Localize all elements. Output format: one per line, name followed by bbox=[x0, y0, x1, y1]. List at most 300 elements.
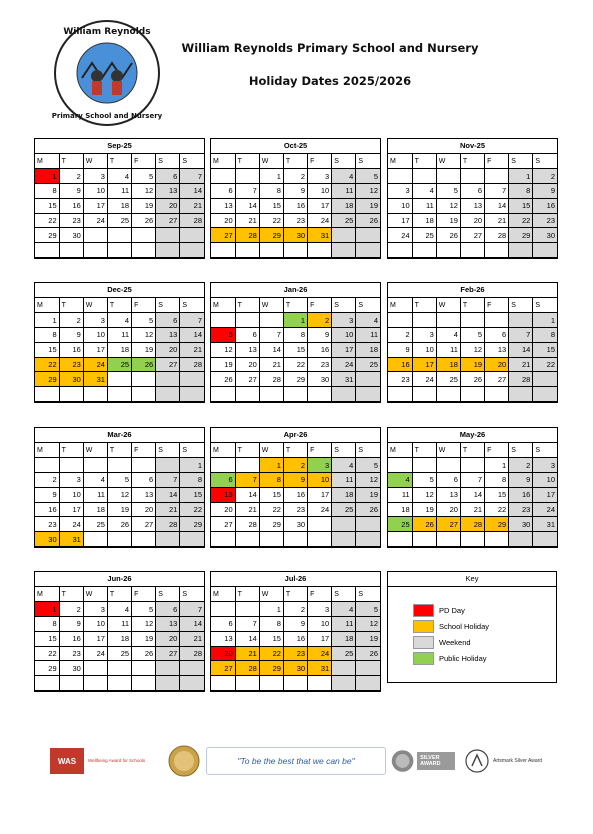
weekday-label: M bbox=[388, 443, 412, 458]
day-cell: 11 bbox=[388, 487, 412, 502]
day-cell: 27 bbox=[485, 372, 509, 387]
empty-cell bbox=[485, 169, 509, 184]
day-cell: 9 bbox=[283, 184, 307, 199]
day-cell: 3 bbox=[59, 473, 83, 488]
day-cell: 28 bbox=[259, 372, 283, 387]
day-cell: 28 bbox=[235, 517, 259, 532]
day-cell: 2 bbox=[59, 602, 83, 617]
day-cell: 24 bbox=[308, 502, 332, 517]
empty-cell bbox=[436, 387, 460, 402]
month-title: Mar-26 bbox=[35, 428, 204, 443]
day-cell: 4 bbox=[332, 602, 356, 617]
day-cell: 16 bbox=[308, 342, 332, 357]
empty-cell bbox=[132, 458, 156, 473]
day-cell: 22 bbox=[35, 213, 59, 228]
day-cell: 10 bbox=[533, 473, 557, 488]
day-cell: 24 bbox=[308, 213, 332, 228]
day-cell: 13 bbox=[132, 487, 156, 502]
day-cell: 24 bbox=[533, 502, 557, 517]
day-cell: 17 bbox=[308, 487, 332, 502]
empty-cell bbox=[107, 676, 131, 691]
weekday-label: F bbox=[485, 443, 509, 458]
weekday-label: W bbox=[259, 443, 283, 458]
weekday-label: T bbox=[283, 154, 307, 169]
silver-award-label: SILVER AWARD bbox=[417, 752, 455, 770]
empty-cell bbox=[356, 387, 380, 402]
day-cell: 16 bbox=[509, 487, 533, 502]
empty-cell bbox=[107, 243, 131, 258]
day-cell: 20 bbox=[235, 357, 259, 372]
empty-cell bbox=[533, 372, 557, 387]
legend-label: School Holiday bbox=[439, 622, 490, 631]
weekday-label: S bbox=[156, 443, 180, 458]
day-cell: 7 bbox=[235, 473, 259, 488]
day-cell: 18 bbox=[107, 342, 131, 357]
day-cell: 29 bbox=[259, 228, 283, 243]
day-cell: 27 bbox=[156, 357, 180, 372]
legend-item-public-holiday bbox=[413, 652, 487, 665]
day-cell: 7 bbox=[180, 169, 204, 184]
day-cell: 21 bbox=[156, 502, 180, 517]
day-cell: 28 bbox=[485, 228, 509, 243]
weekday-label: S bbox=[509, 443, 533, 458]
empty-cell bbox=[180, 387, 204, 402]
month-title: Nov-25 bbox=[388, 139, 557, 154]
day-cell: 18 bbox=[332, 198, 356, 213]
school-logo bbox=[52, 18, 162, 128]
day-cell: 15 bbox=[35, 631, 59, 646]
month-calendar bbox=[34, 571, 205, 692]
day-cell: 15 bbox=[509, 198, 533, 213]
month-calendar bbox=[210, 282, 381, 403]
day-cell: 14 bbox=[235, 631, 259, 646]
day-cell: 4 bbox=[83, 473, 107, 488]
empty-cell bbox=[356, 661, 380, 676]
day-cell: 13 bbox=[436, 487, 460, 502]
empty-cell bbox=[332, 532, 356, 547]
day-cell: 6 bbox=[211, 617, 235, 632]
day-cell: 10 bbox=[308, 617, 332, 632]
day-cell: 26 bbox=[356, 502, 380, 517]
day-cell: 14 bbox=[235, 487, 259, 502]
day-cell: 1 bbox=[509, 169, 533, 184]
weekday-label: T bbox=[235, 443, 259, 458]
weekday-label: S bbox=[180, 443, 204, 458]
school-name: William Reynolds Primary School and Nursery bbox=[181, 41, 479, 55]
empty-cell bbox=[460, 387, 484, 402]
day-cell: 12 bbox=[356, 617, 380, 632]
empty-cell bbox=[485, 243, 509, 258]
day-cell: 18 bbox=[107, 631, 131, 646]
empty-cell bbox=[35, 243, 59, 258]
weekday-label: W bbox=[83, 298, 107, 313]
empty-cell bbox=[460, 313, 484, 328]
empty-cell bbox=[235, 458, 259, 473]
day-cell: 22 bbox=[180, 502, 204, 517]
month-title: Sep-25 bbox=[35, 139, 204, 154]
weekday-label: W bbox=[436, 298, 460, 313]
day-cell: 26 bbox=[460, 372, 484, 387]
weekday-label: W bbox=[83, 154, 107, 169]
artsmark-text: Artsmark Silver Award bbox=[493, 757, 543, 764]
legend-swatch-ph bbox=[413, 652, 434, 665]
month-title: Jul-26 bbox=[211, 572, 380, 587]
legend-item-weekend bbox=[413, 636, 471, 649]
day-cell: 2 bbox=[533, 169, 557, 184]
day-cell: 18 bbox=[436, 357, 460, 372]
day-cell: 19 bbox=[460, 357, 484, 372]
day-cell: 3 bbox=[308, 602, 332, 617]
day-cell: 23 bbox=[388, 372, 412, 387]
day-cell: 2 bbox=[283, 458, 307, 473]
day-cell: 2 bbox=[59, 169, 83, 184]
day-cell: 12 bbox=[107, 487, 131, 502]
day-cell: 6 bbox=[211, 184, 235, 199]
empty-cell bbox=[180, 372, 204, 387]
weekday-label: S bbox=[180, 154, 204, 169]
day-cell: 4 bbox=[107, 602, 131, 617]
weekday-label: S bbox=[509, 154, 533, 169]
day-cell: 19 bbox=[356, 198, 380, 213]
day-cell: 18 bbox=[332, 631, 356, 646]
day-cell: 18 bbox=[107, 198, 131, 213]
month-calendar bbox=[387, 138, 558, 259]
day-cell: 20 bbox=[436, 502, 460, 517]
day-cell: 11 bbox=[332, 617, 356, 632]
day-cell: 28 bbox=[460, 517, 484, 532]
day-cell: 21 bbox=[460, 502, 484, 517]
day-cell: 28 bbox=[156, 517, 180, 532]
day-cell: 21 bbox=[235, 646, 259, 661]
day-cell: 12 bbox=[436, 198, 460, 213]
month-calendar bbox=[210, 571, 381, 692]
day-cell: 29 bbox=[35, 372, 59, 387]
day-cell: 5 bbox=[132, 313, 156, 328]
empty-cell bbox=[460, 243, 484, 258]
day-cell: 29 bbox=[509, 228, 533, 243]
day-cell: 4 bbox=[332, 169, 356, 184]
empty-cell bbox=[83, 458, 107, 473]
empty-cell bbox=[533, 243, 557, 258]
empty-cell bbox=[509, 387, 533, 402]
day-cell: 14 bbox=[156, 487, 180, 502]
weekday-label: F bbox=[308, 154, 332, 169]
day-cell: 19 bbox=[356, 631, 380, 646]
day-cell: 9 bbox=[308, 328, 332, 343]
empty-cell bbox=[132, 676, 156, 691]
day-cell: 13 bbox=[156, 328, 180, 343]
empty-cell bbox=[259, 243, 283, 258]
empty-cell bbox=[412, 243, 436, 258]
weekday-label: S bbox=[180, 298, 204, 313]
weekday-label: M bbox=[35, 587, 59, 602]
day-cell: 30 bbox=[283, 517, 307, 532]
day-cell: 19 bbox=[356, 487, 380, 502]
day-cell: 28 bbox=[180, 646, 204, 661]
day-cell: 21 bbox=[485, 213, 509, 228]
day-cell: 13 bbox=[156, 617, 180, 632]
weekday-label: S bbox=[156, 298, 180, 313]
day-cell: 7 bbox=[509, 328, 533, 343]
day-cell: 23 bbox=[59, 357, 83, 372]
day-cell: 28 bbox=[180, 357, 204, 372]
empty-cell bbox=[332, 676, 356, 691]
weekday-label: T bbox=[59, 154, 83, 169]
day-cell: 15 bbox=[35, 342, 59, 357]
day-cell: 28 bbox=[509, 372, 533, 387]
day-cell: 22 bbox=[509, 213, 533, 228]
empty-cell bbox=[156, 387, 180, 402]
day-cell: 17 bbox=[308, 198, 332, 213]
day-cell: 11 bbox=[332, 184, 356, 199]
day-cell: 15 bbox=[259, 631, 283, 646]
weekday-label: F bbox=[132, 298, 156, 313]
day-cell: 22 bbox=[35, 357, 59, 372]
weekday-label: M bbox=[35, 154, 59, 169]
weekday-label: W bbox=[83, 587, 107, 602]
day-cell: 16 bbox=[35, 502, 59, 517]
day-cell: 9 bbox=[533, 184, 557, 199]
day-cell: 22 bbox=[35, 646, 59, 661]
weekday-label: F bbox=[308, 587, 332, 602]
day-cell: 12 bbox=[132, 617, 156, 632]
empty-cell bbox=[83, 676, 107, 691]
day-cell: 19 bbox=[132, 342, 156, 357]
empty-cell bbox=[211, 387, 235, 402]
day-cell: 24 bbox=[83, 646, 107, 661]
weekday-label: W bbox=[436, 443, 460, 458]
day-cell: 6 bbox=[156, 313, 180, 328]
month-calendar bbox=[34, 138, 205, 259]
day-cell: 17 bbox=[533, 487, 557, 502]
day-cell: 26 bbox=[132, 213, 156, 228]
svg-text:William Reynolds: William Reynolds bbox=[63, 27, 151, 37]
day-cell: 10 bbox=[308, 184, 332, 199]
day-cell: 15 bbox=[533, 342, 557, 357]
day-cell: 8 bbox=[35, 617, 59, 632]
day-cell: 18 bbox=[388, 502, 412, 517]
day-cell: 29 bbox=[485, 517, 509, 532]
day-cell: 1 bbox=[259, 458, 283, 473]
day-cell: 5 bbox=[132, 602, 156, 617]
legend-label: PD Day bbox=[439, 606, 465, 615]
day-cell: 1 bbox=[485, 458, 509, 473]
day-cell: 10 bbox=[83, 617, 107, 632]
month-title: Jan-26 bbox=[211, 283, 380, 298]
day-cell: 23 bbox=[59, 646, 83, 661]
empty-cell bbox=[388, 532, 412, 547]
day-cell: 16 bbox=[59, 198, 83, 213]
day-cell: 4 bbox=[107, 313, 131, 328]
day-cell: 8 bbox=[259, 473, 283, 488]
day-cell: 20 bbox=[211, 646, 235, 661]
day-cell: 2 bbox=[308, 313, 332, 328]
day-cell: 3 bbox=[308, 169, 332, 184]
day-cell: 6 bbox=[211, 473, 235, 488]
day-cell: 15 bbox=[259, 198, 283, 213]
empty-cell bbox=[156, 458, 180, 473]
day-cell: 23 bbox=[283, 213, 307, 228]
empty-cell bbox=[235, 602, 259, 617]
empty-cell bbox=[211, 676, 235, 691]
day-cell: 22 bbox=[259, 213, 283, 228]
day-cell: 16 bbox=[283, 487, 307, 502]
day-cell: 1 bbox=[35, 169, 59, 184]
day-cell: 21 bbox=[180, 631, 204, 646]
weekday-label: S bbox=[332, 298, 356, 313]
day-cell: 26 bbox=[107, 517, 131, 532]
day-cell: 5 bbox=[211, 328, 235, 343]
empty-cell bbox=[412, 532, 436, 547]
month-title: Apr-26 bbox=[211, 428, 380, 443]
day-cell: 15 bbox=[283, 342, 307, 357]
empty-cell bbox=[356, 372, 380, 387]
day-cell: 16 bbox=[283, 631, 307, 646]
day-cell: 30 bbox=[59, 228, 83, 243]
was-award-logo bbox=[50, 745, 152, 777]
day-cell: 17 bbox=[83, 631, 107, 646]
day-cell: 14 bbox=[509, 342, 533, 357]
day-cell: 11 bbox=[332, 473, 356, 488]
empty-cell bbox=[35, 387, 59, 402]
day-cell: 12 bbox=[460, 342, 484, 357]
month-calendar bbox=[210, 427, 381, 548]
weekday-label: M bbox=[388, 298, 412, 313]
day-cell: 20 bbox=[132, 502, 156, 517]
day-cell: 1 bbox=[533, 313, 557, 328]
empty-cell bbox=[156, 661, 180, 676]
day-cell: 16 bbox=[283, 198, 307, 213]
day-cell: 7 bbox=[259, 328, 283, 343]
weekday-label: S bbox=[356, 587, 380, 602]
day-cell: 29 bbox=[259, 517, 283, 532]
weekday-label: S bbox=[332, 154, 356, 169]
day-cell: 10 bbox=[83, 328, 107, 343]
day-cell: 18 bbox=[332, 487, 356, 502]
empty-cell bbox=[156, 228, 180, 243]
day-cell: 4 bbox=[107, 169, 131, 184]
day-cell: 12 bbox=[132, 184, 156, 199]
day-cell: 22 bbox=[533, 357, 557, 372]
empty-cell bbox=[211, 313, 235, 328]
day-cell: 6 bbox=[156, 169, 180, 184]
empty-cell bbox=[436, 532, 460, 547]
empty-cell bbox=[59, 243, 83, 258]
weekday-label: M bbox=[35, 443, 59, 458]
empty-cell bbox=[388, 243, 412, 258]
day-cell: 21 bbox=[180, 198, 204, 213]
day-cell: 11 bbox=[107, 328, 131, 343]
weekday-label: T bbox=[107, 443, 131, 458]
day-cell: 7 bbox=[180, 313, 204, 328]
empty-cell bbox=[259, 313, 283, 328]
weekday-label: F bbox=[132, 443, 156, 458]
day-cell: 7 bbox=[460, 473, 484, 488]
day-cell: 20 bbox=[156, 342, 180, 357]
day-cell: 12 bbox=[132, 328, 156, 343]
weekday-label: T bbox=[283, 298, 307, 313]
day-cell: 7 bbox=[156, 473, 180, 488]
month-title: Feb-26 bbox=[388, 283, 557, 298]
day-cell: 27 bbox=[211, 228, 235, 243]
weekday-label: W bbox=[83, 443, 107, 458]
empty-cell bbox=[156, 676, 180, 691]
day-cell: 30 bbox=[509, 517, 533, 532]
day-cell: 9 bbox=[283, 617, 307, 632]
day-cell: 29 bbox=[259, 661, 283, 676]
day-cell: 24 bbox=[388, 228, 412, 243]
empty-cell bbox=[509, 243, 533, 258]
day-cell: 9 bbox=[283, 473, 307, 488]
empty-cell bbox=[156, 372, 180, 387]
day-cell: 26 bbox=[211, 372, 235, 387]
day-cell: 11 bbox=[436, 342, 460, 357]
weekday-label: F bbox=[132, 154, 156, 169]
day-cell: 16 bbox=[59, 342, 83, 357]
month-title: Oct-25 bbox=[211, 139, 380, 154]
empty-cell bbox=[211, 532, 235, 547]
day-cell: 4 bbox=[332, 458, 356, 473]
empty-cell bbox=[59, 387, 83, 402]
day-cell: 23 bbox=[59, 213, 83, 228]
day-cell: 17 bbox=[59, 502, 83, 517]
empty-cell bbox=[283, 676, 307, 691]
silver-award-icon bbox=[391, 746, 414, 776]
day-cell: 3 bbox=[83, 169, 107, 184]
weekday-label: M bbox=[211, 443, 235, 458]
day-cell: 8 bbox=[509, 184, 533, 199]
weekday-label: T bbox=[412, 443, 436, 458]
empty-cell bbox=[332, 387, 356, 402]
empty-cell bbox=[211, 602, 235, 617]
empty-cell bbox=[356, 532, 380, 547]
month-calendar bbox=[34, 427, 205, 548]
day-cell: 22 bbox=[259, 646, 283, 661]
day-cell: 18 bbox=[356, 342, 380, 357]
day-cell: 1 bbox=[283, 313, 307, 328]
day-cell: 19 bbox=[211, 357, 235, 372]
day-cell: 7 bbox=[485, 184, 509, 199]
weekday-label: F bbox=[485, 298, 509, 313]
empty-cell bbox=[211, 243, 235, 258]
day-cell: 6 bbox=[485, 328, 509, 343]
day-cell: 20 bbox=[156, 198, 180, 213]
day-cell: 11 bbox=[412, 198, 436, 213]
was-text: Wellbeing Award for Schools bbox=[88, 758, 146, 763]
empty-cell bbox=[132, 532, 156, 547]
day-cell: 9 bbox=[59, 617, 83, 632]
day-cell: 30 bbox=[59, 372, 83, 387]
day-cell: 3 bbox=[388, 184, 412, 199]
day-cell: 14 bbox=[180, 328, 204, 343]
weekday-label: T bbox=[283, 443, 307, 458]
weekday-label: W bbox=[259, 154, 283, 169]
day-cell: 6 bbox=[460, 184, 484, 199]
day-cell: 17 bbox=[83, 198, 107, 213]
weekday-label: M bbox=[211, 587, 235, 602]
day-cell: 24 bbox=[59, 517, 83, 532]
day-cell: 15 bbox=[485, 487, 509, 502]
legend-title: Key bbox=[388, 572, 556, 587]
day-cell: 27 bbox=[460, 228, 484, 243]
empty-cell bbox=[356, 243, 380, 258]
day-cell: 12 bbox=[412, 487, 436, 502]
day-cell: 19 bbox=[436, 213, 460, 228]
weekday-label: S bbox=[332, 587, 356, 602]
empty-cell bbox=[436, 243, 460, 258]
day-cell: 21 bbox=[259, 357, 283, 372]
empty-cell bbox=[332, 661, 356, 676]
